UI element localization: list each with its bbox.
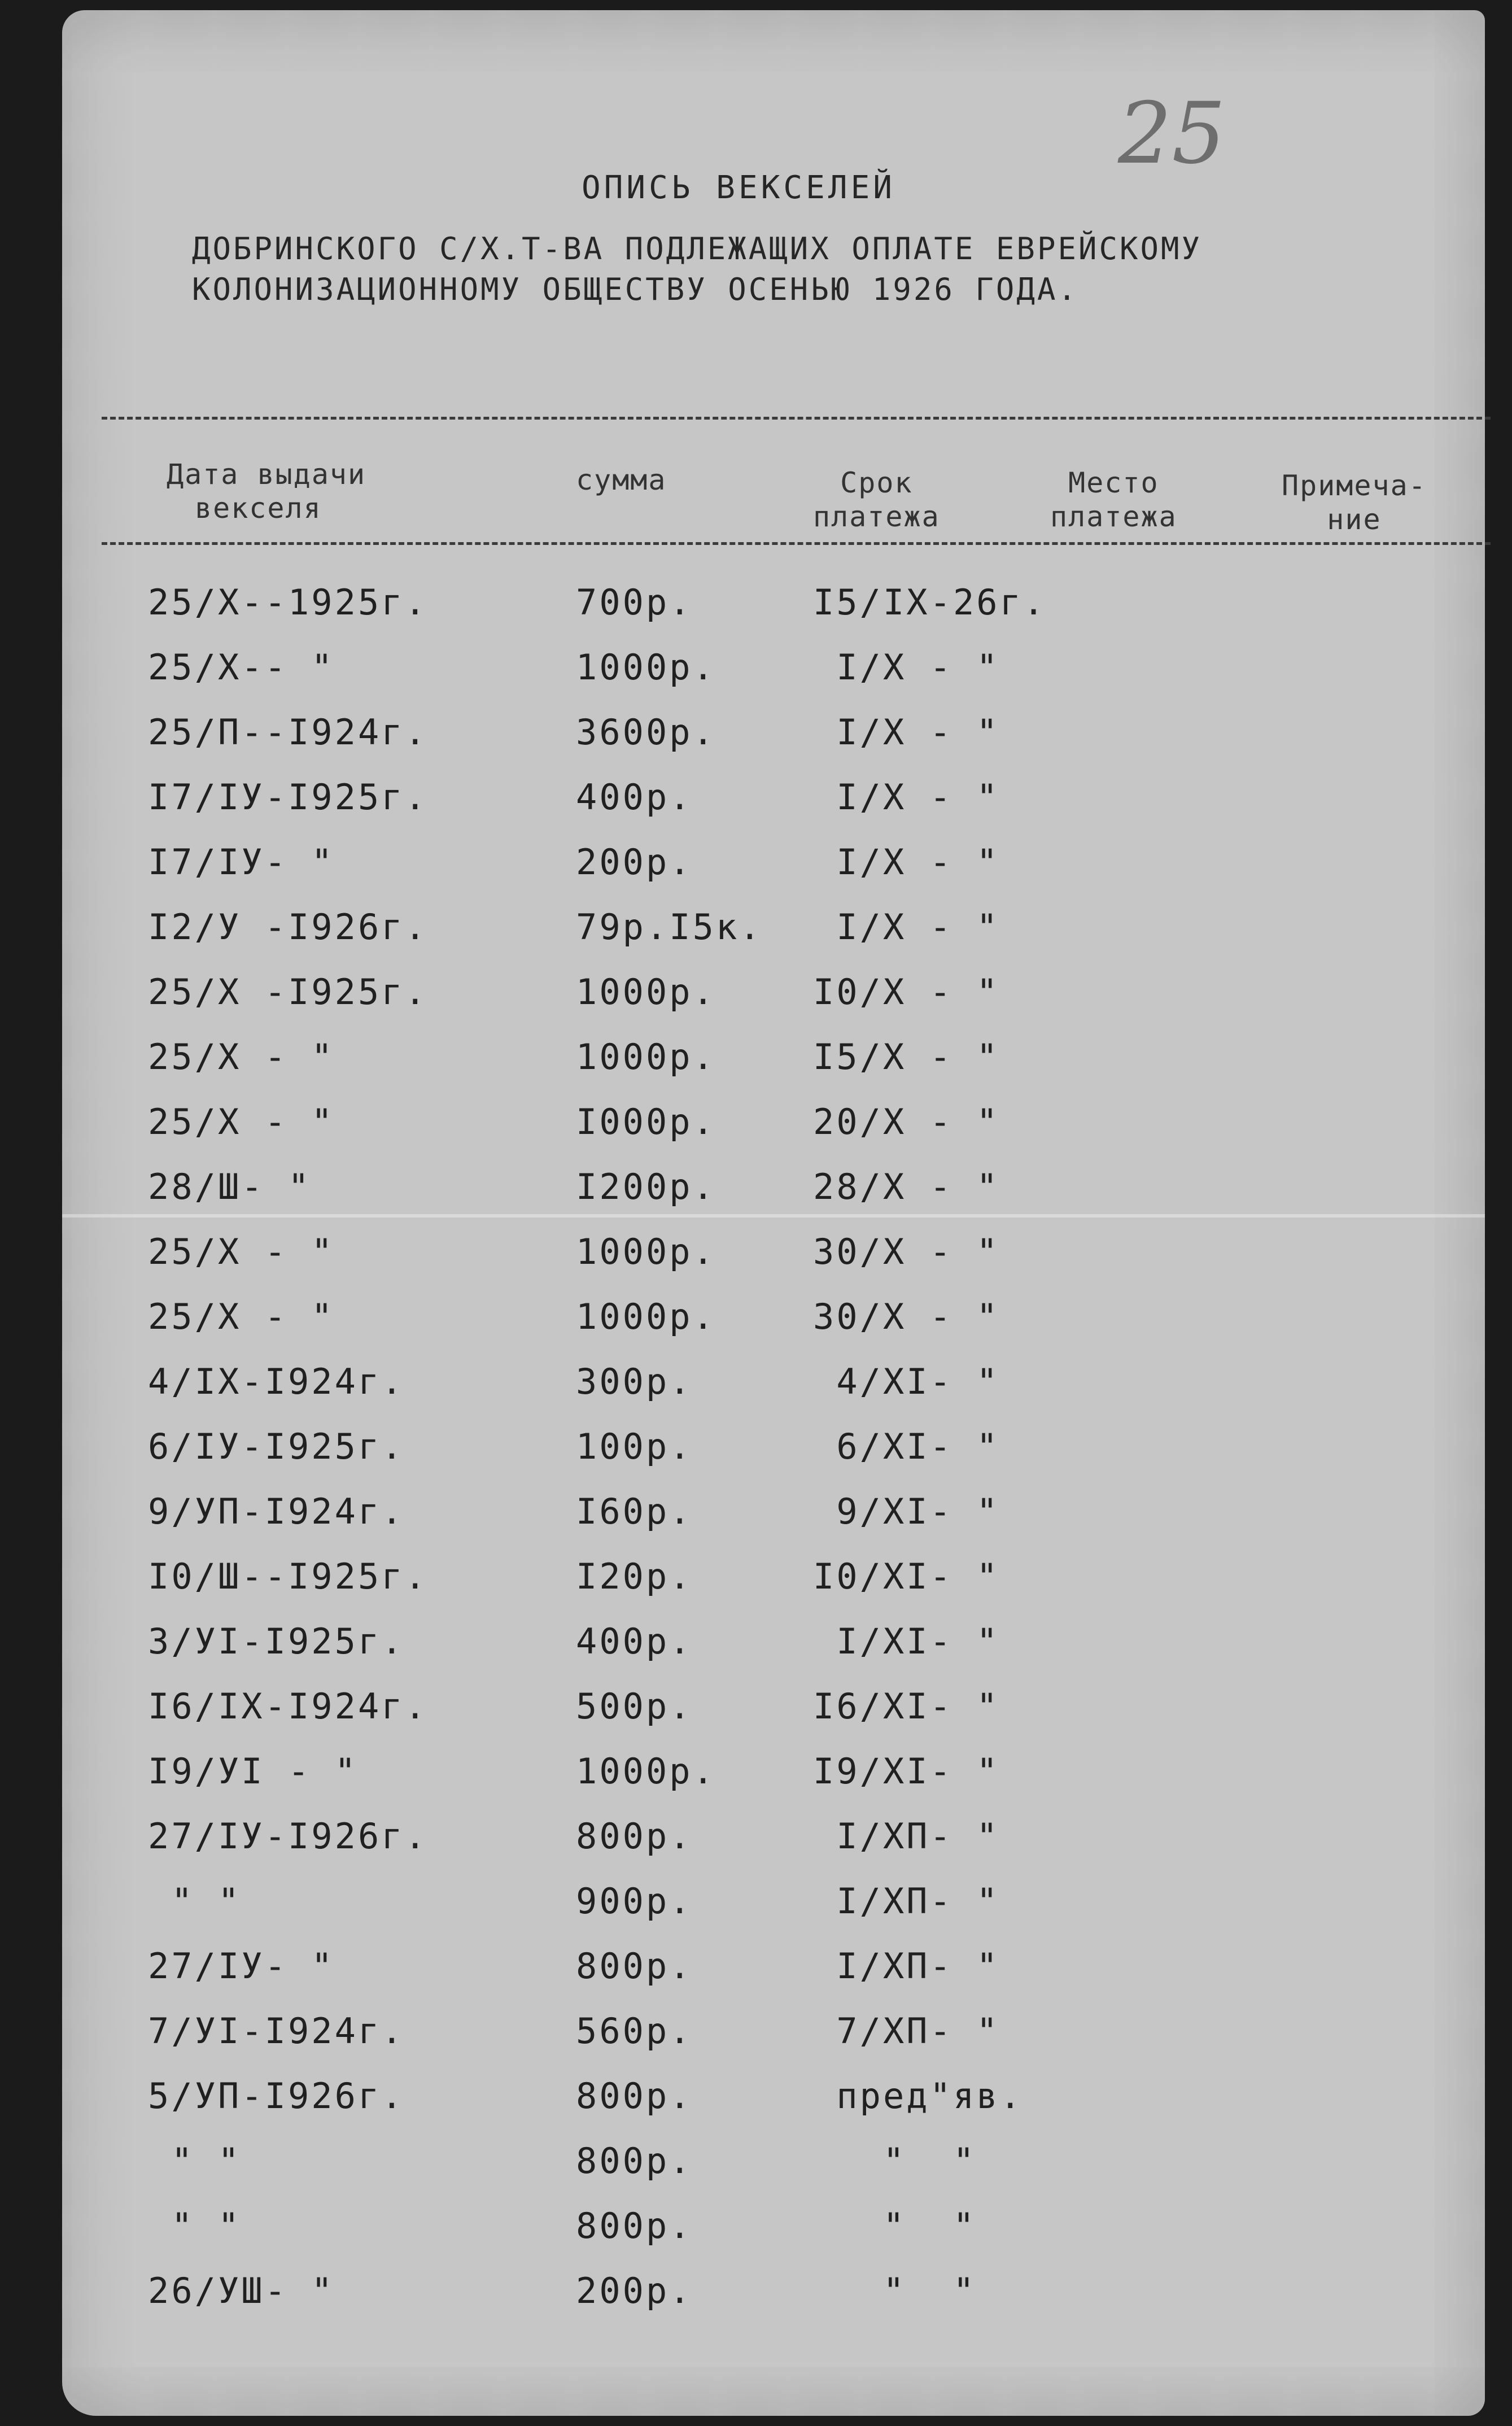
header-date-line1: Дата выдачи bbox=[167, 458, 366, 491]
table-row bbox=[0, 647, 1512, 703]
row-term: 30/Х - " bbox=[813, 1296, 1000, 1337]
row-date: " " bbox=[148, 1880, 242, 1922]
row-sum: 1000р. bbox=[576, 1231, 716, 1272]
header-top-divider bbox=[102, 417, 1491, 420]
row-term: I/Х - " bbox=[813, 712, 1000, 753]
table-row bbox=[0, 1036, 1512, 1093]
row-term: 6/XI- " bbox=[813, 1426, 1000, 1467]
row-date: 4/IX-I924г. bbox=[148, 1361, 405, 1402]
row-sum: 800р. bbox=[576, 2140, 693, 2181]
header-term-line1: Срок bbox=[840, 466, 913, 499]
table-row bbox=[0, 2205, 1512, 2262]
table-row bbox=[0, 1880, 1512, 1937]
row-sum: 700р. bbox=[576, 582, 693, 623]
row-term: 4/XI- " bbox=[813, 1361, 1000, 1402]
row-term: I/ХП- " bbox=[813, 1945, 1000, 1987]
row-term: I0/XI- " bbox=[813, 1556, 1000, 1597]
row-sum: 1000р. bbox=[576, 1036, 716, 1077]
row-term: I/ХП- " bbox=[813, 1880, 1000, 1922]
row-date: 3/УI-I925г. bbox=[148, 1621, 405, 1662]
row-sum: 900р. bbox=[576, 1880, 693, 1922]
row-term: I5/Х - " bbox=[813, 1036, 1000, 1077]
row-date: 25/Х--1925г. bbox=[148, 582, 428, 623]
row-term: I5/IX-26г. bbox=[813, 582, 1047, 623]
row-date: I2/У -I926г. bbox=[148, 906, 428, 948]
row-sum: 400р. bbox=[576, 776, 693, 818]
row-date: 6/IУ-I925г. bbox=[148, 1426, 405, 1467]
row-sum: 1000р. bbox=[576, 647, 716, 688]
row-sum: 500р. bbox=[576, 1686, 693, 1727]
row-term: I/XI- " bbox=[813, 1621, 1000, 1662]
row-term: пред"яв. bbox=[813, 2075, 1023, 2117]
table-row bbox=[0, 1491, 1512, 1547]
row-term: I/ХП- " bbox=[813, 1816, 1000, 1857]
row-sum: I200р. bbox=[576, 1166, 716, 1207]
row-date: 25/Х - " bbox=[148, 1231, 335, 1272]
table-row bbox=[0, 1296, 1512, 1352]
row-sum: 1000р. bbox=[576, 971, 716, 1013]
row-sum: I000р. bbox=[576, 1101, 716, 1142]
row-date: 26/УШ- " bbox=[148, 2270, 335, 2311]
row-date: 25/Х - " bbox=[148, 1101, 335, 1142]
row-term: 30/Х - " bbox=[813, 1231, 1000, 1272]
table-row bbox=[0, 1621, 1512, 1677]
header-note-line2: ние bbox=[1327, 503, 1382, 536]
header-term-line2: платежа bbox=[813, 500, 940, 533]
header-place-line1: Место bbox=[1068, 466, 1159, 499]
row-date: I9/УI - " bbox=[148, 1751, 358, 1792]
row-sum: 560р. bbox=[576, 2010, 693, 2052]
row-date: 25/Х - " bbox=[148, 1036, 335, 1077]
row-sum: 100р. bbox=[576, 1426, 693, 1467]
row-date: I7/IУ- " bbox=[148, 841, 335, 883]
subtitle-line-2: КОЛОНИЗАЦИОННОМУ ОБЩЕСТВУ ОСЕНЬЮ 1926 ГОДА. bbox=[192, 272, 1078, 307]
table-row bbox=[0, 1945, 1512, 2002]
row-date: 27/IУ- " bbox=[148, 1945, 335, 1987]
row-term: " " bbox=[813, 2270, 977, 2311]
row-term: I/Х - " bbox=[813, 841, 1000, 883]
table-row bbox=[0, 1556, 1512, 1612]
header-note bbox=[1282, 469, 1427, 536]
table-row bbox=[0, 1231, 1512, 1288]
table-row bbox=[0, 712, 1512, 768]
row-term: I9/XI- " bbox=[813, 1751, 1000, 1792]
row-term: I6/XI- " bbox=[813, 1686, 1000, 1727]
subtitle-line-1: ДОБРИНСКОГО С/Х.Т-ВА ПОДЛЕЖАЩИХ ОПЛАТЕ ЕВРЕЙСКОМУ bbox=[192, 231, 1203, 267]
table-row bbox=[0, 1816, 1512, 1872]
row-date: 25/П--I924г. bbox=[148, 712, 428, 753]
table-row bbox=[0, 2270, 1512, 2327]
row-date: " " bbox=[148, 2140, 242, 2181]
table-row bbox=[0, 1361, 1512, 1417]
row-sum: 800р. bbox=[576, 2205, 693, 2246]
table-row bbox=[0, 1101, 1512, 1158]
row-term: 28/Х - " bbox=[813, 1166, 1000, 1207]
row-date: I6/IX-I924г. bbox=[148, 1686, 428, 1727]
table-row bbox=[0, 2075, 1512, 2132]
table-row bbox=[0, 971, 1512, 1028]
header-place-line2: платежа bbox=[1050, 500, 1177, 533]
table-row bbox=[0, 1166, 1512, 1223]
row-sum: 1000р. bbox=[576, 1751, 716, 1792]
table-row bbox=[0, 776, 1512, 833]
row-term: I0/Х - " bbox=[813, 971, 1000, 1013]
table-row bbox=[0, 582, 1512, 638]
row-date: 7/УI-I924г. bbox=[148, 2010, 405, 2052]
header-term bbox=[813, 466, 940, 534]
table-row bbox=[0, 841, 1512, 898]
header-bottom-divider bbox=[102, 542, 1491, 545]
header-sum: сумма bbox=[576, 464, 667, 496]
row-date: I0/Ш--I925г. bbox=[148, 1556, 428, 1597]
row-sum: 400р. bbox=[576, 1621, 693, 1662]
row-date: I7/IУ-I925г. bbox=[148, 776, 428, 818]
header-date-line2: векселя bbox=[195, 492, 322, 525]
row-sum: 1000р. bbox=[576, 1296, 716, 1337]
row-sum: 300р. bbox=[576, 1361, 693, 1402]
row-sum: 200р. bbox=[576, 2270, 693, 2311]
row-term: " " bbox=[813, 2140, 977, 2181]
row-term: " " bbox=[813, 2205, 977, 2246]
row-term: I/Х - " bbox=[813, 647, 1000, 688]
header-note-line1: Примеча- bbox=[1282, 469, 1427, 502]
row-term: I/Х - " bbox=[813, 906, 1000, 948]
row-date: 5/УП-I926г. bbox=[148, 2075, 405, 2117]
row-term: 7/ХП- " bbox=[813, 2010, 1000, 2052]
table-row bbox=[0, 1751, 1512, 1807]
table-row bbox=[0, 1686, 1512, 1742]
header-date bbox=[167, 457, 366, 525]
row-date: 27/IУ-I926г. bbox=[148, 1816, 428, 1857]
row-sum: I20р. bbox=[576, 1556, 693, 1597]
document-title: ОПИСЬ ВЕКСЕЛЕЙ bbox=[582, 169, 896, 206]
row-sum: I60р. bbox=[576, 1491, 693, 1532]
page-number: 25 bbox=[1118, 85, 1226, 183]
header-place bbox=[1050, 466, 1177, 534]
row-date: 28/Ш- " bbox=[148, 1166, 312, 1207]
row-sum: 200р. bbox=[576, 841, 693, 883]
row-term: 20/Х - " bbox=[813, 1101, 1000, 1142]
table-row bbox=[0, 2140, 1512, 2197]
table-row bbox=[0, 1426, 1512, 1482]
row-sum: 3600р. bbox=[576, 712, 716, 753]
table-row bbox=[0, 906, 1512, 963]
table-row bbox=[0, 2010, 1512, 2067]
row-sum: 800р. bbox=[576, 2075, 693, 2117]
row-date: 25/Х -I925г. bbox=[148, 971, 428, 1013]
row-date: 25/Х-- " bbox=[148, 647, 335, 688]
row-sum: 800р. bbox=[576, 1816, 693, 1857]
row-sum: 79р.I5к. bbox=[576, 906, 763, 948]
row-date: " " bbox=[148, 2205, 242, 2246]
row-term: 9/XI- " bbox=[813, 1491, 1000, 1532]
row-term: I/Х - " bbox=[813, 776, 1000, 818]
row-date: 9/УП-I924г. bbox=[148, 1491, 405, 1532]
document-subtitle bbox=[192, 229, 1202, 310]
row-date: 25/Х - " bbox=[148, 1296, 335, 1337]
row-sum: 800р. bbox=[576, 1945, 693, 1987]
